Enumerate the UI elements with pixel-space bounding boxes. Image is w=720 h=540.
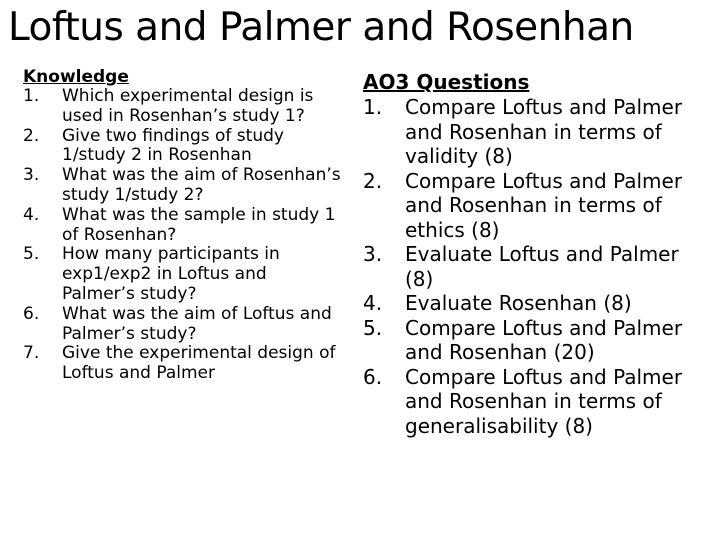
item-text: Compare Loftus and Palmer and Rosenhan in terms of ethics (8) xyxy=(405,168,683,242)
list-item xyxy=(363,365,708,439)
list-item xyxy=(363,95,708,169)
item-text: How many participants in exp1/exp2 in Loftus and Palmer’s study? xyxy=(62,244,280,304)
item-number: 4. xyxy=(23,204,40,225)
item-number: 5. xyxy=(363,315,383,340)
list-item xyxy=(23,245,343,304)
list-item xyxy=(23,305,343,345)
knowledge-column xyxy=(23,67,343,384)
list-item xyxy=(23,206,343,246)
item-text: Give two findings of study 1/study 2 in Rosenhan xyxy=(62,125,284,166)
list-item xyxy=(363,291,708,316)
item-text: Compare Loftus and Palmer and Rosenhan in terms of validity (8) xyxy=(405,95,683,168)
ao3-heading: AO3 Questions xyxy=(363,70,530,94)
item-number: 2. xyxy=(23,125,40,146)
list-item xyxy=(23,166,343,206)
knowledge-list xyxy=(23,87,343,384)
list-item xyxy=(23,127,343,167)
item-number: 5. xyxy=(23,244,40,265)
item-text: What was the aim of Loftus and Palmer’s study? xyxy=(62,303,332,344)
list-item xyxy=(363,169,708,243)
item-text: Compare Loftus and Palmer and Rosenhan (20) xyxy=(405,315,683,364)
item-number: 2. xyxy=(363,168,383,193)
item-text: What was the sample in study 1 of Rosenhan? xyxy=(62,204,336,245)
item-number: 3. xyxy=(23,165,40,186)
item-number: 7. xyxy=(23,343,40,364)
item-text: Compare Loftus and Palmer and Rosenhan in terms of generalisability (8) xyxy=(405,364,683,438)
list-item xyxy=(23,87,343,127)
item-number: 1. xyxy=(363,95,383,119)
item-number: 4. xyxy=(363,291,383,315)
item-text: Give the experimental design of Loftus and Palmer xyxy=(62,343,336,384)
list-item xyxy=(363,242,708,291)
list-item xyxy=(363,316,708,365)
item-text: Which experimental design is used in Rosenhan’s study 1? xyxy=(62,86,314,126)
item-text: What was the aim of Rosenhan’s study 1/study 2? xyxy=(62,165,341,205)
item-text: Evaluate Rosenhan (8) xyxy=(405,291,632,315)
ao3-column xyxy=(363,67,708,438)
item-number: 6. xyxy=(23,303,40,324)
item-number: 6. xyxy=(363,364,383,389)
item-number: 1. xyxy=(23,86,40,106)
knowledge-heading: Knowledge xyxy=(23,67,129,87)
item-text: Evaluate Loftus and Palmer (8) xyxy=(405,242,679,291)
slide-title: Loftus and Palmer and Rosenhan xyxy=(8,5,634,50)
ao3-list xyxy=(363,95,708,438)
list-item xyxy=(23,344,343,384)
item-number: 3. xyxy=(363,242,383,266)
